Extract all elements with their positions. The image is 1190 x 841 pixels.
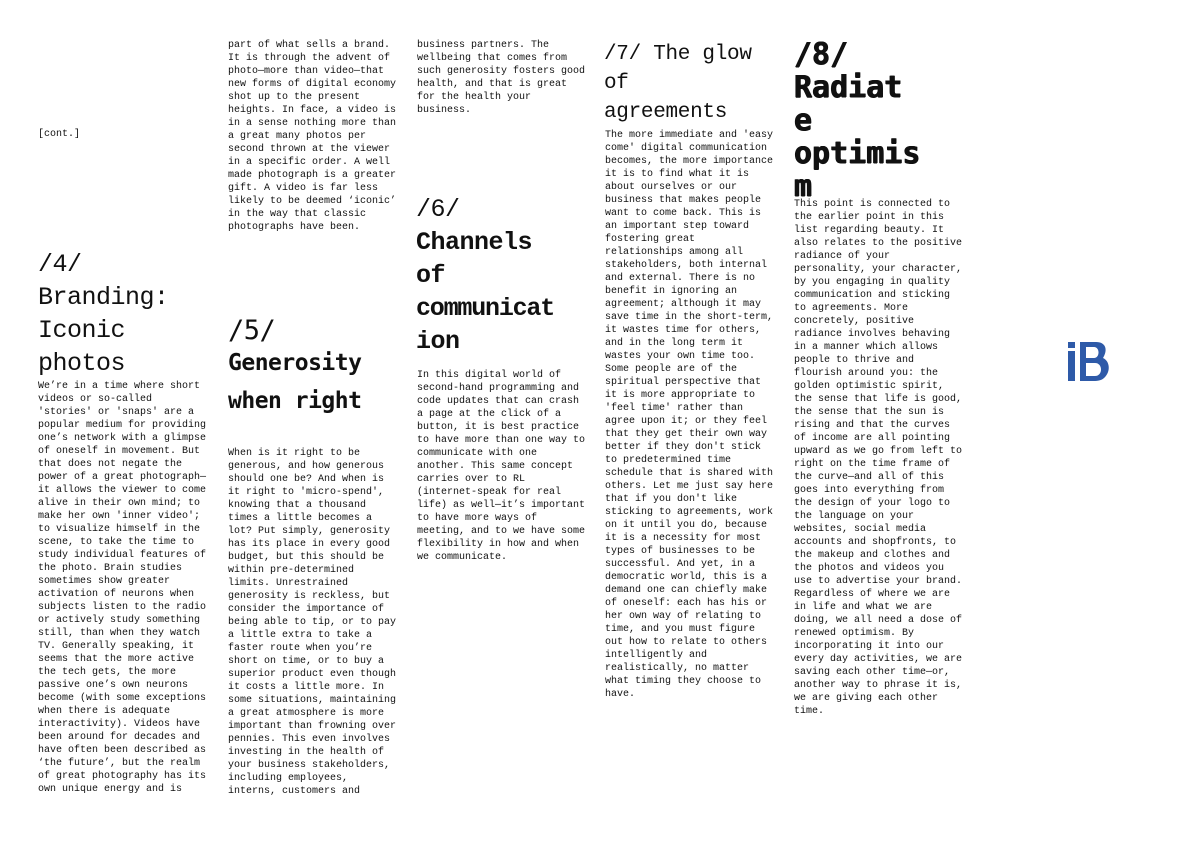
section-title-line: of [416, 261, 446, 290]
section-title-line: Generosity [228, 350, 362, 376]
section-title-line: m [794, 169, 813, 204]
section-number: /4/ [38, 250, 82, 279]
continued-body-column-3: business partners. The wellbeing that comes from such generosity fosters good health, and that is great for the health your business. [417, 40, 586, 116]
ib-logo [1066, 340, 1112, 384]
section-title-line: Iconic [38, 316, 126, 345]
section-6-body: In this digital world of second-hand programming and code updates that can crash a page at the click of a button, it is best practice to have more than one way to communicate with one another. This same concept carries over to RL (internet-speak for real life) as well—it’s important to have more ways of meeting, and to we have some flexibility in how and when we communicate. [417, 370, 586, 563]
section-4-body: We’re in a time where short videos or so-called 'stories' or 'snaps' are a popular medium for providing one’s network with a glimpse of oneself in movement. But that does not negate the power of a great photograph—it allows the viewer to come alive in their own mind; to make her own 'inner video'; to visualize himself in the scene, to take the time to study individual features of the photo. Brain studies sometimes show greater activation of neurons when subjects listen to the radio or actively study something still, than when they watch TV. Generally speaking, it seems that the more active the tech gets, the more passive one’s own neurons become (with some exceptions when there is adequate interactivity). Videos have been around for decades and have often been described as ‘the future’, but the realm of great photography has its own unique energy and is [38, 381, 207, 795]
section-5-body: When is it right to be generous, and how generous should one be? And when is it right to 'micro-spend', knowing that a thousand times a little becomes a lot? Put simply, generosity has its place in every good budget, but this should be within pre-determined limits. Unrestrained generosity is reckless, but consider the importance of being able to tip, or to pay a little extra to take a faster route when you’re short on time, or to buy a superior product even though it costs a little more. In some situations, maintaining a great atmosphere is more important than frowning over pennies. This even involves investing in the health of your business stakeholders, including employees, interns, customers and [228, 448, 397, 797]
section-6-heading [416, 193, 594, 358]
section-title-line: of [604, 72, 629, 95]
section-title-line: photos [38, 349, 126, 378]
logo-text: iB [1066, 340, 1067, 341]
continued-label: [cont.] [38, 129, 81, 140]
section-title-line: Channels [416, 228, 533, 257]
section-title-line: communicat [416, 294, 555, 323]
continued-body-column-2: part of what sells a brand. It is through the advent of photo—more than video—that new forms of digital economy shot up to the present heights. In face, a video is in a sense nothing more than a great many photos per second thrown at the viewer in a specific order. A well made photograph is a greater gift. A video is far less likely to be deemed ‘iconic’ in the way that classic photographs have been. [228, 40, 397, 233]
section-title-line: Radiat [794, 70, 903, 105]
section-title-line: e [794, 103, 813, 138]
section-title-line: when right [228, 388, 362, 414]
section-title-line: /8/ [794, 37, 849, 72]
section-5-heading [228, 314, 408, 416]
section-8-heading [794, 38, 969, 203]
section-number: /6/ [416, 195, 460, 224]
section-7-heading [604, 40, 779, 127]
section-title-line: /7/ The glow [604, 43, 752, 66]
section-title-line: ion [416, 327, 460, 356]
section-7-body: The more immediate and 'easy come' digital communication becomes, the more importance it is to find what it is about ourselves or our business that makes people want to come back. This is an important step toward fostering great relationships among all stakeholders, both internal and external. There is no benefit in ignoring an agreement; although it may save time in the short-term, it wastes time for others, and in the long term it wastes your own time too. Some people are of the spiritual perspective that it is more appropriate to 'feel time' rather than agree upon it; or they feel that they get their own way better if they don't stick to predetermined time schedule that is shared with others. Let me just say here that if you don't like sticking to agreements, work on it until you do, because it is a necessity for most types of businesses to be successful. And yet, in a democratic world, this is a demand one can chiefly make of oneself: each has his or her own way of relating to time, and you must figure out how to relate to others intelligently and realistically, no matter what timing they choose to have. [605, 130, 774, 700]
section-title-line: Branding: [38, 283, 169, 312]
section-title-line: optimis [794, 136, 921, 171]
section-title-line: agreements [604, 101, 728, 124]
section-8-body: This point is connected to the earlier point in this list regarding beauty. It also relates to the positive radiance of your personality, your character, by you engaging in quality communication and sticking to agreements. More concretely, positive radiance involves behaving in a manner which allows people to thrive and flourish around you: the golden optimistic spirit, the sense that life is good, the sense that the sun is rising and that the curves of income are all pointing upward as we go from left to right on the time frame of the curve—and all of this goes into everything from the design of your logo to the language on your websites, social media accounts and shopfronts, to the makeup and clothes and the photos and videos you use to advertise your brand. Regardless of where we are in life and what we are doing, we all need a dose of renewed optimism. By incorporating it into our every day activities, we are saving each other time—or, another way to phrase it is, we are giving each other time. [794, 199, 963, 717]
section-4-heading [38, 248, 213, 380]
section-number: /5/ [228, 315, 276, 346]
